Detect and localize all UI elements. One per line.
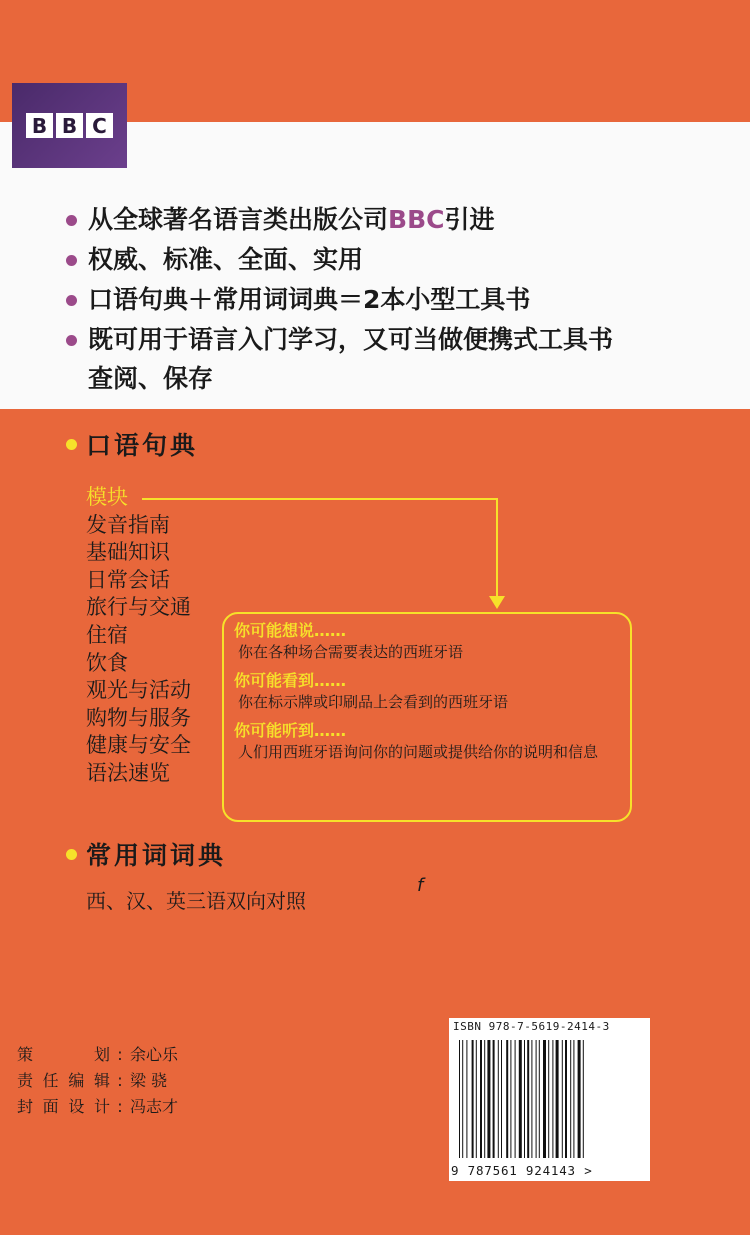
credits xyxy=(17,1042,178,1120)
module-item: 住宿 xyxy=(86,622,128,647)
credit-name: 冯志才 xyxy=(130,1097,179,1116)
dictionary-title xyxy=(66,836,226,872)
feature-text: 既可用于语言入门学习，又可当做便携式工具书 xyxy=(88,325,614,354)
credit-name: 余心乐 xyxy=(130,1045,179,1064)
module-item: 语法速览 xyxy=(86,760,170,785)
barcode-panel xyxy=(449,1018,650,1181)
credit-colon: : xyxy=(117,1097,123,1116)
logo-letter-b1: B xyxy=(26,113,53,138)
box-heading: 你可能看到…… xyxy=(234,671,347,690)
dictionary-title-text: 常用词词典 xyxy=(86,841,227,870)
isbn-label: ISBN 978-7-5619-2414-3 xyxy=(453,1020,610,1033)
feature-text: 权威、标准、全面、实用 xyxy=(88,245,364,274)
feature-text-continuation: 查阅、保存 xyxy=(88,364,214,393)
feature-text: 口语句典＋常用词词典＝2本小型工具书 xyxy=(88,285,531,314)
module-item: 发音指南 xyxy=(86,512,170,537)
box-text: 你在标示牌或印刷品上会看到的西班牙语 xyxy=(238,693,509,711)
phrasebook-title-text: 口语句典 xyxy=(86,431,199,460)
feature-highlight: BBC xyxy=(388,205,445,234)
feature-text: 从全球著名语言类出版公司 xyxy=(88,205,389,234)
logo-letter-b2: B xyxy=(56,113,83,138)
dictionary-description: 西、汉、英三语双向对照 xyxy=(86,889,306,913)
credit-colon: : xyxy=(117,1045,123,1064)
credit-name: 梁 骁 xyxy=(130,1071,168,1090)
credit-row xyxy=(17,1042,178,1068)
module-item: 模块 xyxy=(86,485,128,509)
phrase-info-content xyxy=(234,620,634,764)
module-item: 基础知识 xyxy=(86,540,170,565)
feature-text: 引进 xyxy=(444,205,495,234)
credit-role: 策划 xyxy=(17,1045,110,1064)
module-item: 购物与服务 xyxy=(86,705,191,730)
barcode-number: 9 787561 924143 > xyxy=(451,1163,593,1178)
module-item: 饮食 xyxy=(86,650,128,675)
credit-colon: : xyxy=(117,1071,123,1090)
module-item: 旅行与交通 xyxy=(86,595,191,620)
stray-mark: f xyxy=(417,875,424,896)
credit-row xyxy=(17,1068,178,1094)
module-item: 观光与活动 xyxy=(86,678,191,703)
module-item: 日常会话 xyxy=(86,567,170,592)
credit-role: 封面设计 xyxy=(17,1097,110,1116)
box-text: 你在各种场合需要表达的西班牙语 xyxy=(238,643,464,661)
box-heading: 你可能想说…… xyxy=(234,621,347,640)
credit-role: 责任编辑 xyxy=(17,1071,110,1090)
bullet-icon xyxy=(66,849,77,860)
barcode-icon xyxy=(459,1040,640,1158)
box-text: 人们用西班牙语询问你的问题或提供给你的说明和信息 xyxy=(238,743,599,761)
module-item: 健康与安全 xyxy=(86,733,191,758)
credit-row xyxy=(17,1094,178,1120)
box-heading: 你可能听到…… xyxy=(234,721,347,740)
logo-letter-c: C xyxy=(86,113,113,138)
